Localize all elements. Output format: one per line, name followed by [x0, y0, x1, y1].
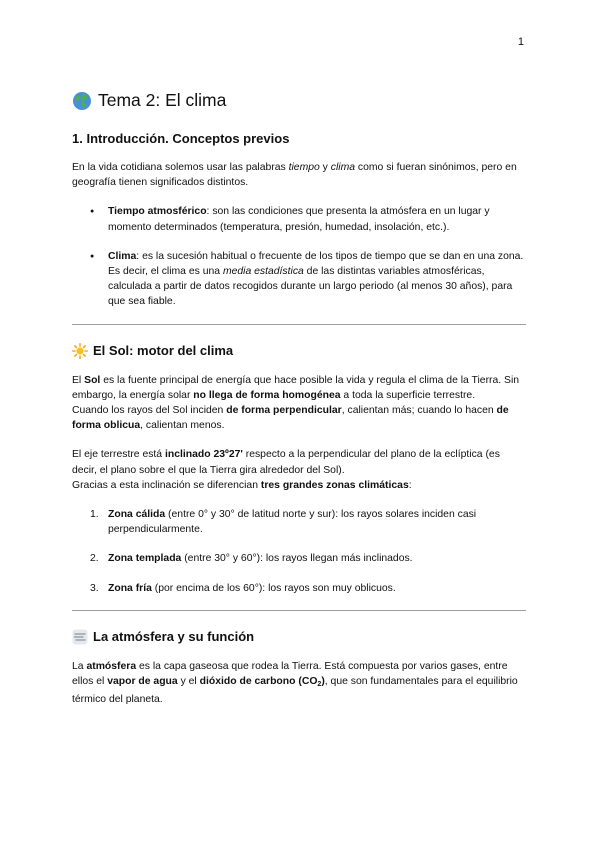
sol-paragraph-1: El Sol es la fuente principal de energía que hace posible la vida y regula el clima de la Tierra. Sin embargo, la energía solar no llega de forma homogénea a toda la superficie terrestre. [72, 374, 520, 401]
section-heading-intro: 1. Introducción. Conceptos previos [72, 131, 290, 146]
section-divider [72, 610, 526, 611]
atmosfera-paragraph: La atmósfera es la capa gaseosa que rodea la Tierra. Está compuesta por varios gases, entre ellos el vapor de agua y el dióxido de carbono $(CO_2)$, que son fundamentales para el equilibrio térmico del planeta. [72, 660, 518, 706]
sol-paragraph-2: Cuando los rayos del Sol inciden de forma perpendicular, calientan más; cuando lo hacen de forma oblicua, calientan menos. [72, 405, 509, 432]
sol-paragraph-3: El eje terrestre está inclinado 23º27' respecto a la perpendicular del plano de la eclíptica (es decir, el plano sobre el que la Tierra gira alrededor del Sol). [72, 449, 500, 476]
list-item: 3. Zona fría (por encima de los 60°): los rayos son muy oblicuos. [90, 582, 396, 594]
fog-icon [72, 629, 88, 645]
section-heading-atmosfera: La atmósfera y su función [72, 629, 526, 645]
list-item: ● Clima: es la sucesión habitual o frecuente de los tipos de tiempo que se dan en una zona. Es decir, el clima es una media estadística de las distintas variables atmosféricas, calculada a partir de datos recogidos durante un largo periodo (al menos 30 años), para que sea fiable. [90, 249, 526, 310]
document-body [72, 90, 526, 707]
list-item: 1. Zona cálida (entre 0° y 30° de latitud norte y sur): los rayos solares inciden casi perpendicularmente. [90, 509, 477, 536]
page-title-text: Tema 2: El clima [98, 90, 227, 110]
section-divider [72, 324, 526, 325]
intro-paragraph: En la vida cotidiana solemos usar las palabras tiempo y clima como si fueran sinónimos, pero en geografía tienen significados distintos. [72, 162, 517, 189]
definitions-list [72, 204, 526, 309]
page-number: 1 [517, 36, 524, 48]
section-heading-sol: El Sol: motor del clima [72, 343, 526, 359]
list-item: ● Tiempo atmosférico: son las condiciones que presenta la atmósfera en un lugar y momento determinados (temperatura, presión, humedad, insolación, etc.). [90, 204, 526, 234]
list-item: 2. Zona templada (entre 30° y 60°): los rayos llegan más inclinados. [90, 553, 413, 565]
sol-paragraph-4: Gracias a esta inclinación se diferencian tres grandes zonas climáticas: [72, 479, 412, 491]
zones-list [72, 507, 526, 596]
globe-icon [72, 91, 92, 111]
page-title [72, 90, 526, 111]
sun-icon [72, 343, 88, 359]
